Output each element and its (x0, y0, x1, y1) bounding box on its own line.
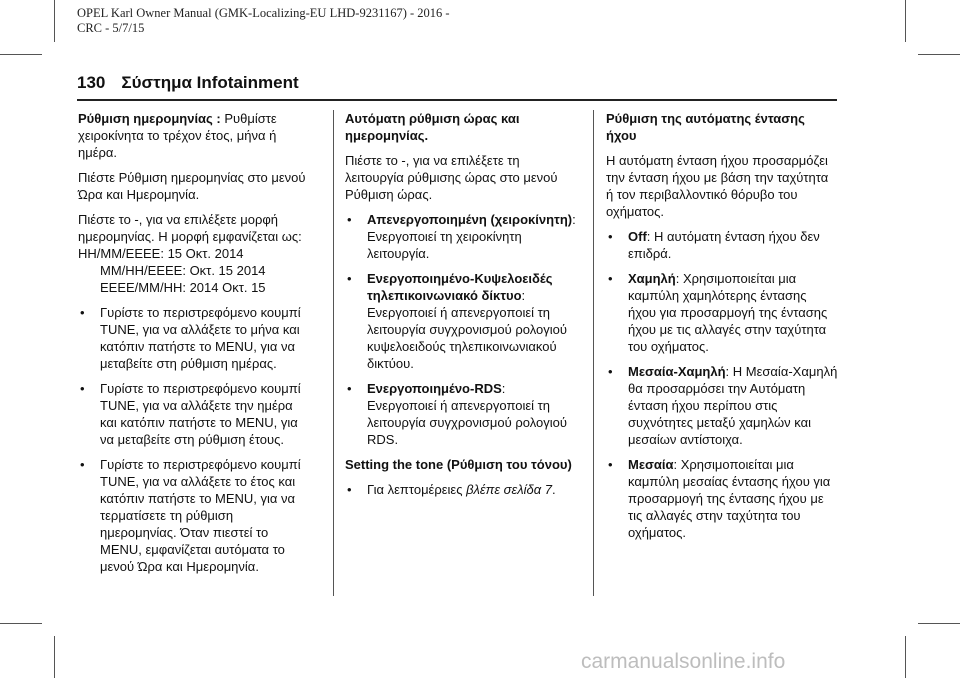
crop-mark (905, 636, 906, 678)
list-item-text: Γυρίστε το περιστρεφόμενο κουμπί TUNE, για να αλλάξετε το έτος και κατόπιν πατήστε το MENU, για να τερματίσετε τη ρύθμιση ημερομηνίας. Όταν πιεστεί το MENU, εμφανίζεται αυτόματα το μενού Ώρα και Ημερομηνία. (100, 457, 301, 574)
paragraph: Πιέστε Ρύθμιση ημερομηνίας στο μενού Ώρα και Ημερομηνία. (78, 170, 306, 202)
list-item (78, 380, 310, 448)
crop-mark (0, 623, 42, 624)
bullet-icon: • (347, 271, 352, 286)
list-item-text: Γυρίστε το περιστρεφόμενο κουμπί TUNE, για να αλλάξετε το μήνα και κατόπιν πατήστε το MENU, για να μεταβείτε στη ρύθμιση ημέρας. (100, 305, 301, 371)
section-heading: Ρύθμιση της αυτόματης έντασης ήχου (606, 111, 805, 143)
list-item-term: Ενεργοποιημένο-RDS (367, 381, 502, 396)
header-line-2: CRC - 5/7/15 (77, 21, 145, 35)
section-title: Σύστημα Infotainment (121, 73, 299, 92)
paragraph: Η αυτόματη ένταση ήχου προσαρμόζει την ένταση ήχου με βάση την ταχύτητα ή τον περιβαλλοντικό θόρυβο του οχήματος. (606, 153, 829, 219)
paragraph (78, 211, 310, 296)
column-divider (333, 110, 334, 596)
list-item-text: : Ενεργοποιεί τη χειροκίνητη λειτουργία. (367, 212, 576, 261)
list-item-text: : Χρησιμοποιείται μια καμπύλη χαμηλότερης έντασης ήχου για προσαρμογή της έντασης ήχου με τις αλλαγές στην ταχύτητα του οχήματος. (628, 271, 828, 354)
list-item (606, 270, 838, 355)
bullet-icon: • (80, 381, 85, 396)
page-number: 130 (77, 73, 106, 92)
paragraph-text: Ρυθμίστε χειροκίνητα το τρέχον έτος, μήνα ή ημέρα. (78, 111, 277, 160)
paragraph (78, 110, 310, 161)
list-item-text: Γυρίστε το περιστρεφόμενο κουμπί TUNE, για να αλλάξετε την ημέρα και κατόπιν πατήστε το MENU, για να μεταβείτε στη ρύθμιση έτους. (100, 381, 301, 447)
list-item-text: . (552, 482, 556, 497)
list-item-text: : Χρησιμοποιείται μια καμπύλη μεσαίας έντασης ήχου για προσαρμογή της έντασης ήχου με τις αλλαγές στην ταχύτητα του οχήματος. (628, 457, 831, 540)
paragraph: Πιέστε το -, για να επιλέξετε τη λειτουργία ρύθμισης ώρας στο μενού Ρύθμιση ώρας. (345, 153, 558, 202)
list-item (606, 456, 838, 541)
list-item-text: Για λεπτομέρειες (367, 482, 467, 497)
format-example: EEEE/MM/HH: 2014 Οκτ. 15 (100, 280, 266, 295)
list-item-term: Χαμηλή (628, 271, 676, 286)
list-item-term: Απενεργοποιημένη (χειροκίνητη) (367, 212, 573, 227)
crop-mark (918, 623, 960, 624)
list-item (78, 304, 310, 372)
header-line-1: OPEL Karl Owner Manual (GMK-Localizing-EU LHD-9231167) - 2016 - (77, 6, 450, 20)
bullet-icon: • (608, 271, 613, 286)
list-item-text: : Η αυτόματη ένταση ήχου δεν επιδρά. (628, 229, 820, 261)
heading-rule (77, 99, 837, 101)
column-2 (345, 110, 577, 506)
bullet-icon: • (608, 364, 613, 379)
list-item-term: Μεσαία-Χαμηλή (628, 364, 726, 379)
crop-mark (54, 636, 55, 678)
list-item-text: : Η Μεσαία-Χαμηλή θα προσαρμόσει την Αυτόματη ένταση ήχου περίπου στις συχνότητες μεταξύ χαμηλών και μεσαίων αντίστοιχα. (628, 364, 838, 447)
bullet-icon: • (347, 381, 352, 396)
list-item-text: : Ενεργοποιεί ή απενεργοποιεί τη λειτουργία συγχρονισμού ρολογιού RDS. (367, 381, 567, 447)
column-divider (593, 110, 594, 596)
list-item (345, 380, 577, 448)
list-item (345, 211, 577, 262)
bullet-icon: • (80, 457, 85, 472)
bullet-icon: • (80, 305, 85, 320)
crop-mark (0, 54, 42, 55)
list-item-term: Μεσαία (628, 457, 674, 472)
bullet-icon: • (347, 212, 352, 227)
document-header (77, 6, 450, 36)
list-item (78, 456, 310, 575)
watermark: carmanualsonline.info (581, 650, 786, 673)
crop-mark (918, 54, 960, 55)
column-1 (78, 110, 310, 583)
list-item (345, 270, 577, 372)
bullet-icon: • (608, 457, 613, 472)
term-date-setting: Ρύθμιση ημερομηνίας : (78, 111, 221, 126)
page-heading (77, 73, 299, 93)
crop-mark (905, 0, 906, 42)
list-item-text: : Ενεργοποιεί ή απενεργοποιεί τη λειτουργία συγχρονισμού ρολογιού κυψελοειδούς τηλεπικοινωνιακού δικτύου. (367, 288, 567, 371)
format-example: MM/HH/EEEE: Οκτ. 15 2014 (100, 263, 266, 278)
bullet-icon: • (608, 229, 613, 244)
list-item (345, 481, 577, 498)
crop-mark (54, 0, 55, 42)
list-item (606, 228, 838, 262)
column-3 (606, 110, 838, 549)
list-item (606, 363, 838, 448)
list-item-term: Off (628, 229, 647, 244)
section-heading: Αυτόματη ρύθμιση ώρας και ημερομηνίας. (345, 111, 520, 143)
bullet-icon: • (347, 482, 352, 497)
page-reference-link[interactable]: βλέπε σελίδα 7 (466, 482, 552, 497)
list-item-term: Ενεργοποιημένο-Κυψελοειδές τηλεπικοινωνιακό δίκτυο (367, 271, 553, 303)
paragraph-text: Πιέστε το -, για να επιλέξετε μορφή ημερομηνίας. Η μορφή εμφανίζεται ως: HH/MM/EEEE: 15 Οκτ. 2014 (78, 212, 302, 261)
section-heading: Setting the tone (Ρύθμιση του τόνου) (345, 457, 572, 472)
